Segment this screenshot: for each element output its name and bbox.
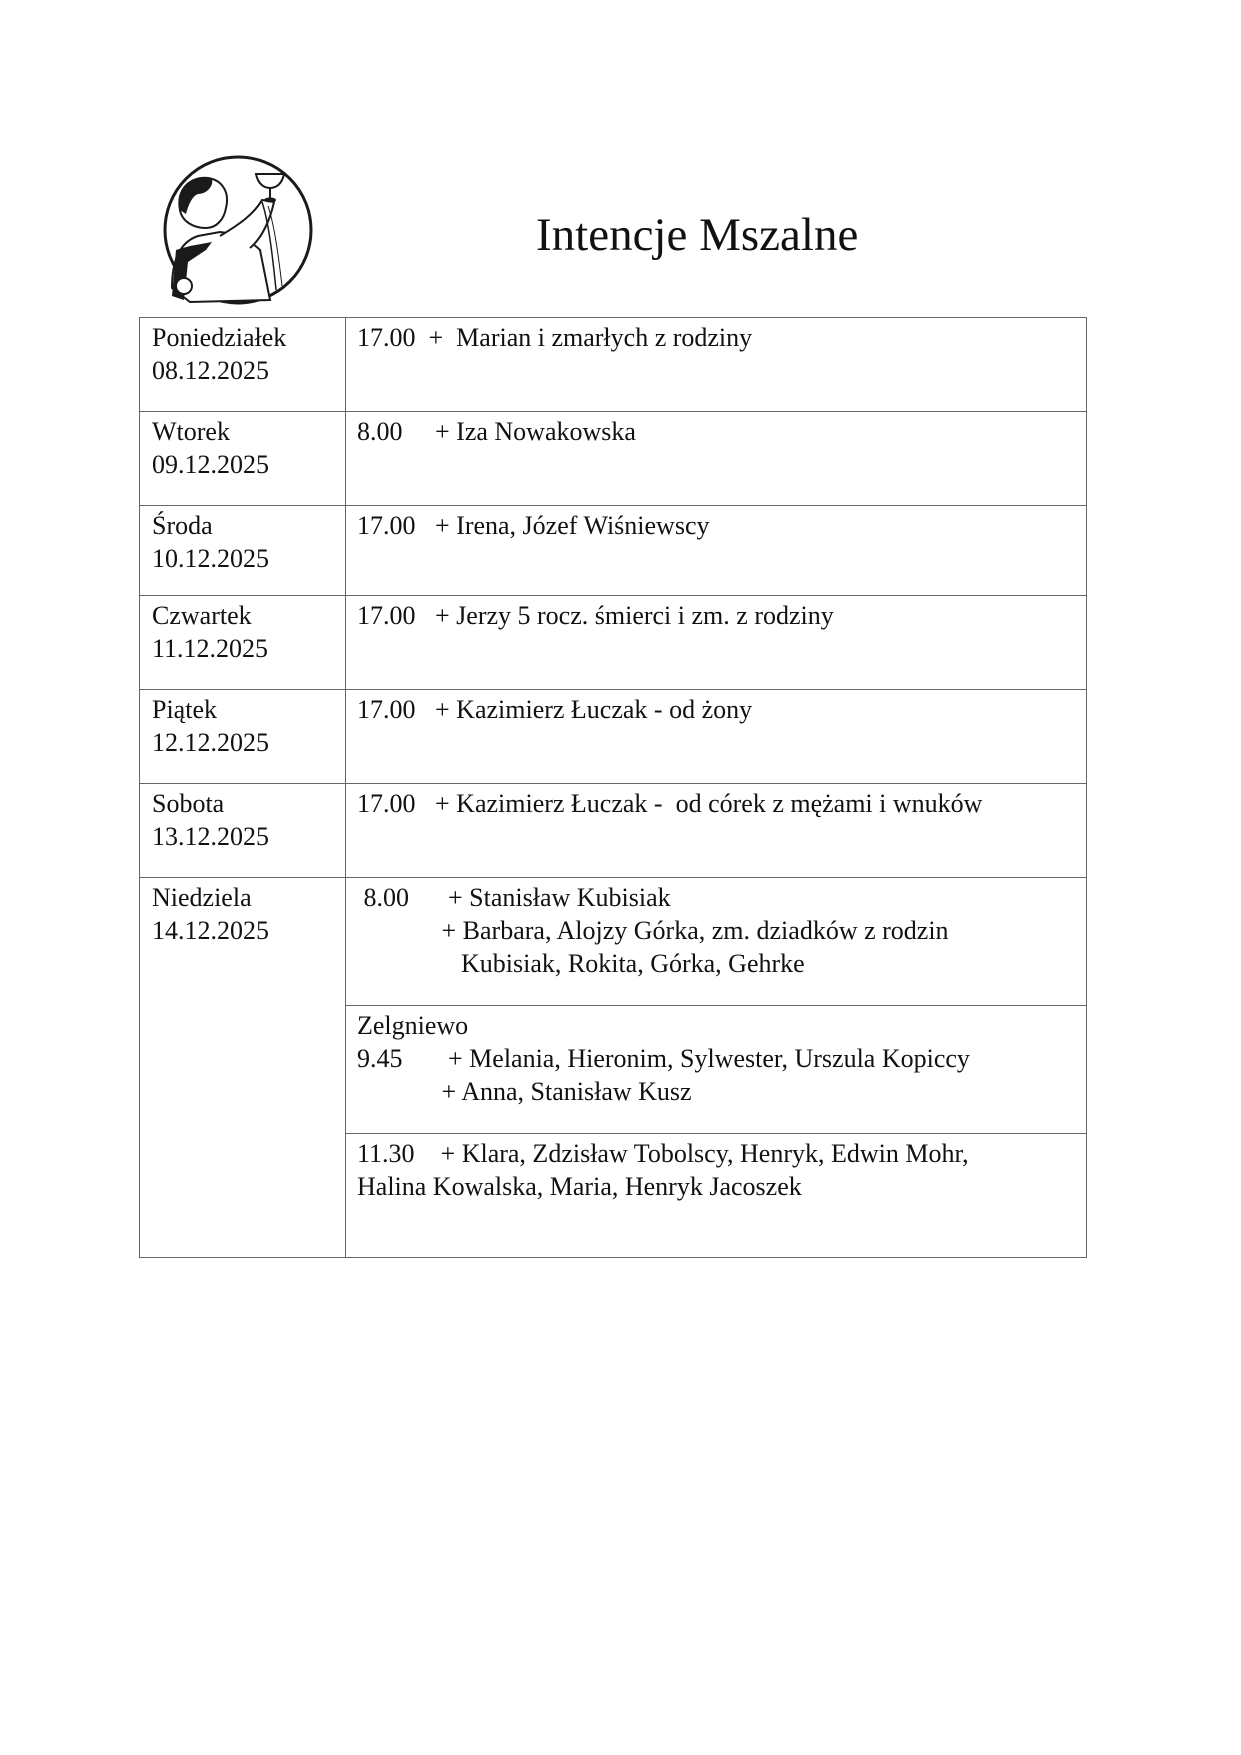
day-name: Czwartek bbox=[152, 601, 252, 630]
day-cell bbox=[140, 506, 346, 596]
day-date: 10.12.2025 bbox=[152, 544, 269, 573]
mass-cell bbox=[346, 690, 1087, 784]
day-cell bbox=[140, 784, 346, 878]
intention-line: Kubisiak, Rokita, Górka, Gehrke bbox=[357, 949, 805, 978]
mass-cell bbox=[346, 412, 1087, 506]
intention-line: 17.00 + Jerzy 5 rocz. śmierci i zm. z rodziny bbox=[357, 601, 834, 630]
intention-line: + Anna, Stanisław Kusz bbox=[357, 1077, 692, 1106]
mass-cell bbox=[346, 506, 1087, 596]
mass-cell bbox=[346, 784, 1087, 878]
day-cell bbox=[140, 318, 346, 412]
intention-line: 17.00 + Kazimierz Łuczak - od córek z mężami i wnuków bbox=[357, 789, 983, 818]
day-date: 12.12.2025 bbox=[152, 728, 269, 757]
day-cell bbox=[140, 596, 346, 690]
intention-line: 11.30 + Klara, Zdzisław Tobolscy, Henryk, Edwin Mohr, bbox=[357, 1139, 969, 1168]
location-label: Zelgniewo bbox=[357, 1011, 469, 1040]
intention-line: 17.00 + Kazimierz Łuczak - od żony bbox=[357, 695, 753, 724]
day-name: Środa bbox=[152, 511, 213, 540]
priest-raising-chalice-icon bbox=[150, 150, 318, 312]
intention-line: + Barbara, Alojzy Górka, zm. dziadków z rodzin bbox=[357, 916, 949, 945]
intention-line: 8.00 + Stanisław Kubisiak bbox=[357, 883, 671, 912]
table-row-friday bbox=[140, 690, 1087, 784]
mass-cell bbox=[346, 878, 1087, 1006]
table-row-monday bbox=[140, 318, 1087, 412]
day-name: Niedziela bbox=[152, 883, 252, 912]
mass-cell bbox=[346, 1134, 1087, 1258]
day-date: 14.12.2025 bbox=[152, 916, 269, 945]
day-date: 08.12.2025 bbox=[152, 356, 269, 385]
day-name: Wtorek bbox=[152, 417, 230, 446]
day-name: Sobota bbox=[152, 789, 225, 818]
page-title: Intencje Mszalne bbox=[536, 209, 859, 261]
intention-line: 17.00 + Marian i zmarłych z rodziny bbox=[357, 323, 753, 352]
day-cell bbox=[140, 878, 346, 1258]
day-date: 11.12.2025 bbox=[152, 634, 269, 663]
day-date: 09.12.2025 bbox=[152, 450, 269, 479]
table-row-tuesday bbox=[140, 412, 1087, 506]
day-cell bbox=[140, 412, 346, 506]
table-row-wednesday bbox=[140, 506, 1087, 596]
intention-line: 9.45 + Melania, Hieronim, Sylwester, Urszula Kopiccy bbox=[357, 1044, 970, 1073]
mass-cell bbox=[346, 596, 1087, 690]
mass-cell bbox=[346, 318, 1087, 412]
mass-cell bbox=[346, 1006, 1087, 1134]
day-name: Piątek bbox=[152, 695, 217, 724]
day-name: Poniedziałek bbox=[152, 323, 287, 352]
day-cell bbox=[140, 690, 346, 784]
day-date: 13.12.2025 bbox=[152, 822, 269, 851]
mass-intentions-table bbox=[139, 317, 1087, 1258]
table-row-sunday bbox=[140, 878, 1087, 1006]
table-row-saturday bbox=[140, 784, 1087, 878]
intention-line: Halina Kowalska, Maria, Henryk Jacoszek bbox=[357, 1172, 802, 1201]
intention-line: 8.00 + Iza Nowakowska bbox=[357, 417, 636, 446]
intention-line: 17.00 + Irena, Józef Wiśniewscy bbox=[357, 511, 710, 540]
table-row-thursday bbox=[140, 596, 1087, 690]
